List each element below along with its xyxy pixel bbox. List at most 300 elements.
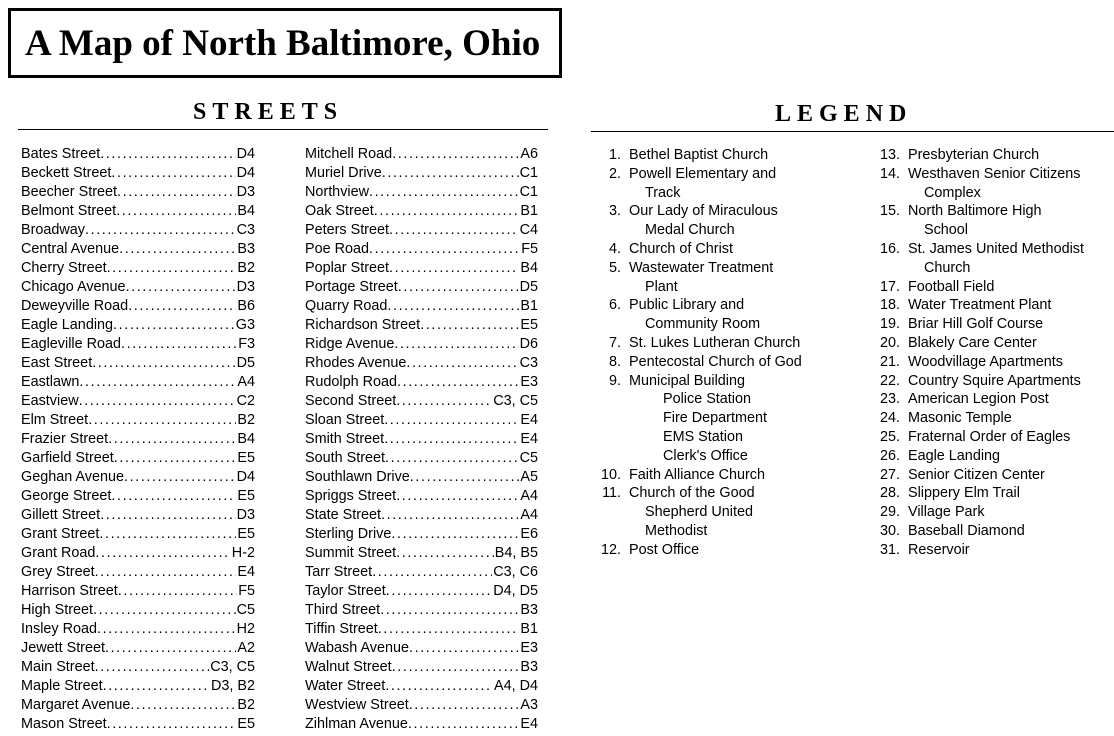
legend-label-line: Baseball Diamond: [908, 522, 1025, 539]
street-row: [305, 544, 538, 563]
street-row: [305, 468, 538, 487]
legend-column-left: [591, 146, 853, 560]
legend-label-line: Church: [924, 259, 971, 276]
legend-item: [591, 146, 853, 165]
legend-number: 12.: [600, 541, 621, 558]
street-name: Mitchell Road: [305, 146, 393, 162]
legend-label: [908, 522, 1114, 541]
legend-label-line: Church of the Good: [629, 485, 755, 502]
legend-item: [591, 353, 853, 372]
dot-leader: [100, 506, 235, 525]
street-name: Central Avenue: [21, 241, 120, 257]
street-row: [305, 373, 538, 392]
streets-heading: STREETS: [193, 99, 344, 125]
dot-leader: [126, 278, 236, 297]
dot-leader: [374, 202, 520, 221]
street-row: [21, 639, 255, 658]
grid-reference: E3: [520, 374, 538, 390]
legend-number: 17.: [879, 278, 900, 295]
legend-label-line: Westhaven Senior Citizens: [908, 165, 1081, 182]
legend-number: 14.: [879, 165, 900, 182]
street-row: [305, 696, 538, 715]
street-name: Oak Street: [305, 203, 374, 219]
grid-reference: E4: [520, 412, 538, 428]
dot-leader: [99, 525, 236, 544]
legend-number: 7.: [608, 334, 621, 351]
legend-item: [862, 466, 1114, 485]
legend-label-line: Water Treatment Plant: [908, 297, 1052, 314]
streets-column-left: [21, 145, 255, 734]
dot-leader: [384, 411, 519, 430]
legend-label-line: St. Lukes Lutheran Church: [629, 334, 801, 351]
legend-label-line: Track: [645, 184, 681, 201]
grid-reference: C2: [236, 393, 255, 409]
legend-label-line: Post Office: [629, 541, 700, 558]
dot-leader: [389, 221, 519, 240]
legend-number: 5.: [608, 259, 621, 276]
grid-reference: B2: [237, 697, 255, 713]
grid-reference: D3, B2: [211, 678, 255, 694]
grid-reference: D3: [236, 279, 255, 295]
legend-label: [908, 315, 1114, 334]
street-row: [21, 601, 255, 620]
dot-leader: [119, 240, 236, 259]
legend-label: [629, 146, 853, 165]
grid-reference: C1: [519, 184, 538, 200]
legend-label: [629, 296, 853, 334]
street-name: Poplar Street: [305, 260, 389, 276]
street-row: [21, 696, 255, 715]
legend-label: [629, 466, 853, 485]
grid-reference: B4: [237, 203, 255, 219]
legend-label: [908, 278, 1114, 297]
street-name: Harrison Street: [21, 583, 118, 599]
street-name: Peters Street: [305, 222, 389, 238]
street-name: Northview: [305, 184, 369, 200]
legend-number: 10.: [600, 466, 621, 483]
street-name: Walnut Street: [305, 659, 392, 675]
street-name: Taylor Street: [305, 583, 386, 599]
grid-reference: B1: [520, 298, 538, 314]
legend-label-line: Our Lady of Miraculous: [629, 203, 778, 220]
grid-reference: A2: [237, 640, 255, 656]
dot-leader: [369, 183, 519, 202]
legend-label-line: Faith Alliance Church: [629, 466, 765, 483]
grid-reference: D4: [236, 165, 255, 181]
legend-item: [862, 503, 1114, 522]
street-row: [305, 183, 538, 202]
legend-label-line: Community Room: [645, 316, 761, 333]
dot-leader: [406, 354, 518, 373]
grid-reference: H-2: [231, 545, 255, 561]
legend-item: [862, 353, 1114, 372]
street-name: Main Street: [21, 659, 95, 675]
dot-leader: [396, 487, 519, 506]
grid-reference: C3, C5: [493, 393, 538, 409]
street-row: [21, 297, 255, 316]
legend-number: 24.: [879, 410, 900, 427]
grid-reference: D6: [519, 336, 538, 352]
street-row: [305, 487, 538, 506]
legend-item: [862, 165, 1114, 203]
dot-leader: [85, 221, 236, 240]
street-row: [21, 164, 255, 183]
grid-reference: D3: [236, 507, 255, 523]
legend-number: 19.: [879, 316, 900, 333]
grid-reference: E5: [237, 526, 255, 542]
legend-label: [908, 372, 1114, 391]
legend-label: [908, 484, 1114, 503]
legend-number: 3.: [608, 203, 621, 220]
legend-item: [591, 259, 853, 297]
legend-item: [591, 202, 853, 240]
street-name: Muriel Drive: [305, 165, 382, 181]
street-row: [21, 468, 255, 487]
legend-label: [629, 372, 853, 466]
dot-leader: [128, 297, 236, 316]
grid-reference: E5: [237, 488, 255, 504]
street-name: Eastview: [21, 393, 79, 409]
legend-label-line: Fraternal Order of Eagles: [908, 428, 1071, 445]
dot-leader: [111, 164, 235, 183]
street-name: Rudolph Road: [305, 374, 398, 390]
grid-reference: B3: [520, 602, 538, 618]
legend-sub-item: EMS Station: [663, 428, 743, 445]
map-title: A Map of North Baltimore, Ohio: [25, 22, 541, 64]
legend-item: [862, 541, 1114, 560]
grid-reference: C5: [236, 602, 255, 618]
street-name: Belmont Street: [21, 203, 117, 219]
dot-leader: [389, 259, 519, 278]
legend-item: [862, 372, 1114, 391]
grid-reference: C3, C5: [210, 659, 255, 675]
legend-item: [591, 372, 853, 466]
dot-leader: [408, 715, 519, 734]
dot-leader: [369, 240, 520, 259]
dot-leader: [92, 354, 235, 373]
street-row: [21, 183, 255, 202]
street-row: [21, 240, 255, 259]
legend-item: [862, 278, 1114, 297]
legend-label-line: Presbyterian Church: [908, 147, 1040, 163]
dot-leader: [382, 164, 519, 183]
legend-label: [908, 353, 1114, 372]
dot-leader: [398, 278, 519, 297]
dot-leader: [130, 696, 236, 715]
legend-label-line: Briar Hill Golf Course: [908, 316, 1044, 333]
street-row: [305, 316, 538, 335]
street-name: Beecher Street: [21, 184, 117, 200]
street-row: [305, 145, 538, 164]
grid-reference: C3, C6: [493, 564, 538, 580]
legend-label-line: Village Park: [908, 504, 985, 521]
legend-item: [591, 165, 853, 203]
street-row: [21, 202, 255, 221]
legend-item: [591, 296, 853, 334]
street-row: [305, 601, 538, 620]
street-row: [21, 145, 255, 164]
street-name: Smith Street: [305, 431, 385, 447]
dot-leader: [386, 582, 492, 601]
dot-leader: [385, 677, 493, 696]
street-row: [21, 563, 255, 582]
legend-label-line: School: [924, 222, 969, 239]
street-row: [21, 392, 255, 411]
legend-label: [908, 541, 1114, 560]
legend-number: 4.: [608, 240, 621, 257]
legend-label-line: Country Squire Apartments: [908, 372, 1081, 389]
legend-label: [908, 428, 1114, 447]
grid-reference: B1: [520, 621, 538, 637]
dot-leader: [420, 316, 519, 335]
street-row: [305, 240, 538, 259]
grid-reference: B4: [237, 431, 255, 447]
street-name: Spriggs Street: [305, 488, 397, 504]
dot-leader: [409, 639, 519, 658]
legend-item: [591, 541, 853, 560]
legend-number: 8.: [608, 353, 621, 370]
street-row: [305, 354, 538, 373]
street-name: George Street: [21, 488, 112, 504]
street-name: High Street: [21, 602, 93, 618]
legend-label-line: Church of Christ: [629, 240, 733, 257]
legend-number: 1.: [608, 147, 621, 163]
street-row: [21, 259, 255, 278]
grid-reference: A5: [520, 469, 538, 485]
legend-item: [862, 428, 1114, 447]
legend-label: [908, 165, 1114, 203]
street-name: Second Street: [305, 393, 397, 409]
grid-reference: A4, D4: [494, 678, 538, 694]
street-row: [305, 202, 538, 221]
dot-leader: [97, 620, 236, 639]
street-row: [305, 297, 538, 316]
street-name: Grant Street: [21, 526, 100, 542]
grid-reference: E6: [520, 526, 538, 542]
legend-label: [908, 390, 1114, 409]
street-name: Bates Street: [21, 146, 101, 162]
street-row: [21, 582, 255, 601]
street-name: Summit Street: [305, 545, 397, 561]
grid-reference: E4: [520, 431, 538, 447]
street-name: Margaret Avenue: [21, 697, 131, 713]
street-name: Water Street: [305, 678, 386, 694]
dot-leader: [95, 658, 210, 677]
grid-reference: D4: [236, 146, 255, 162]
street-name: Garfield Street: [21, 450, 114, 466]
street-row: [21, 658, 255, 677]
dot-leader: [79, 373, 236, 392]
legend-label: [629, 165, 853, 203]
street-row: [21, 506, 255, 525]
legend-number: 23.: [879, 391, 900, 408]
street-name: Chicago Avenue: [21, 279, 126, 295]
street-row: [21, 221, 255, 240]
street-row: [21, 544, 255, 563]
street-name: Tiffin Street: [305, 621, 378, 637]
dot-leader: [384, 430, 519, 449]
legend-label-line: Shepherd United: [645, 504, 754, 521]
grid-reference: D4, D5: [493, 583, 538, 599]
street-name: Mason Street: [21, 716, 107, 732]
street-name: Southlawn Drive: [305, 469, 410, 485]
legend-number: 18.: [879, 297, 900, 314]
dot-leader: [121, 335, 237, 354]
legend-number: 31.: [879, 541, 900, 558]
dot-leader: [107, 259, 237, 278]
grid-reference: B2: [237, 260, 255, 276]
street-row: [21, 715, 255, 734]
legend-label: [629, 334, 853, 353]
street-name: South Street: [305, 450, 385, 466]
street-name: Grant Road: [21, 545, 96, 561]
dot-leader: [107, 715, 237, 734]
legend-number: 29.: [879, 504, 900, 521]
grid-reference: C3: [519, 355, 538, 371]
streets-column-right: [305, 145, 538, 734]
street-name: Geghan Avenue: [21, 469, 124, 485]
dot-leader: [378, 620, 520, 639]
legend-number: 25.: [879, 428, 900, 445]
street-name: Richardson Street: [305, 317, 421, 333]
dot-leader: [410, 468, 520, 487]
legend-rule: [591, 131, 1114, 132]
street-name: Tarr Street: [305, 564, 373, 580]
street-row: [21, 354, 255, 373]
legend-label: [908, 447, 1114, 466]
grid-reference: H2: [236, 621, 255, 637]
legend-item: [862, 296, 1114, 315]
legend-item: [591, 240, 853, 259]
legend-label-line: Football Field: [908, 278, 995, 295]
grid-reference: B3: [237, 241, 255, 257]
grid-reference: E5: [237, 450, 255, 466]
legend-label-line: Medal Church: [645, 222, 735, 239]
street-name: Deweyville Road: [21, 298, 129, 314]
grid-reference: C1: [519, 165, 538, 181]
legend-label: [629, 259, 853, 297]
legend-item: [862, 202, 1114, 240]
legend-item: [862, 334, 1114, 353]
legend-number: 11.: [602, 485, 621, 502]
legend-sub-item: Police Station: [663, 391, 751, 408]
grid-reference: C4: [519, 222, 538, 238]
dot-leader: [79, 392, 236, 411]
dot-leader: [114, 449, 237, 468]
legend-number: 16.: [879, 240, 900, 257]
legend-label-line: Wastewater Treatment: [629, 259, 774, 276]
dot-leader: [387, 297, 519, 316]
dot-leader: [396, 544, 494, 563]
street-row: [305, 506, 538, 525]
street-row: [21, 525, 255, 544]
legend-item: [862, 146, 1114, 165]
legend-sub-item: Clerk's Office: [663, 447, 748, 464]
street-row: [21, 411, 255, 430]
legend-label-line: North Baltimore High: [908, 203, 1042, 220]
street-name: Frazier Street: [21, 431, 109, 447]
dot-leader: [117, 183, 236, 202]
street-row: [21, 487, 255, 506]
dot-leader: [391, 525, 519, 544]
grid-reference: B4, B5: [494, 545, 538, 561]
legend-label: [908, 202, 1114, 240]
grid-reference: E3: [520, 640, 538, 656]
grid-reference: D4: [236, 469, 255, 485]
grid-reference: D5: [236, 355, 255, 371]
dot-leader: [88, 411, 236, 430]
legend-item: [591, 466, 853, 485]
grid-reference: E5: [520, 317, 538, 333]
legend-label-line: Public Library and: [629, 297, 745, 314]
street-row: [305, 525, 538, 544]
dot-leader: [113, 316, 235, 335]
street-name: Rhodes Avenue: [305, 355, 407, 371]
grid-reference: A4: [237, 374, 255, 390]
legend-label: [629, 202, 853, 240]
grid-reference: F5: [238, 583, 255, 599]
legend-sub-item: Fire Department: [663, 410, 767, 427]
street-name: Gillett Street: [21, 507, 101, 523]
legend-label-line: Woodvillage Apartments: [908, 353, 1063, 370]
grid-reference: E4: [520, 716, 538, 732]
legend-number: 26.: [879, 447, 900, 464]
dot-leader: [380, 601, 519, 620]
street-name: Jewett Street: [21, 640, 105, 656]
street-name: Sterling Drive: [305, 526, 392, 542]
street-row: [305, 411, 538, 430]
legend-heading: LEGEND: [775, 101, 913, 127]
grid-reference: A3: [520, 697, 538, 713]
dot-leader: [108, 430, 236, 449]
street-row: [305, 392, 538, 411]
street-name: Wabash Avenue: [305, 640, 410, 656]
street-row: [21, 335, 255, 354]
legend-label: [629, 353, 853, 372]
dot-leader: [93, 601, 236, 620]
dot-leader: [396, 392, 492, 411]
legend-number: 20.: [879, 334, 900, 351]
legend-label: [908, 334, 1114, 353]
grid-reference: F5: [521, 241, 538, 257]
street-row: [305, 658, 538, 677]
legend-label: [908, 466, 1114, 485]
dot-leader: [111, 487, 236, 506]
grid-reference: D5: [519, 279, 538, 295]
street-name: Elm Street: [21, 412, 89, 428]
street-row: [305, 278, 538, 297]
street-row: [21, 373, 255, 392]
legend-item: [862, 409, 1114, 428]
legend-item: [862, 522, 1114, 541]
legend-label: [908, 296, 1114, 315]
legend-item: [591, 334, 853, 353]
street-name: East Street: [21, 355, 93, 371]
legend-number: 22.: [879, 372, 900, 389]
street-name: Third Street: [305, 602, 381, 618]
legend-item: [862, 447, 1114, 466]
legend-number: 13.: [879, 147, 900, 163]
street-row: [305, 221, 538, 240]
legend-label-line: Powell Elementary and: [629, 165, 777, 182]
legend-number: 27.: [879, 466, 900, 483]
dot-leader: [394, 335, 518, 354]
street-name: Eagle Landing: [21, 317, 114, 333]
street-name: Cherry Street: [21, 260, 107, 276]
grid-reference: E5: [237, 716, 255, 732]
dot-leader: [392, 658, 520, 677]
street-name: Quarry Road: [305, 298, 388, 314]
